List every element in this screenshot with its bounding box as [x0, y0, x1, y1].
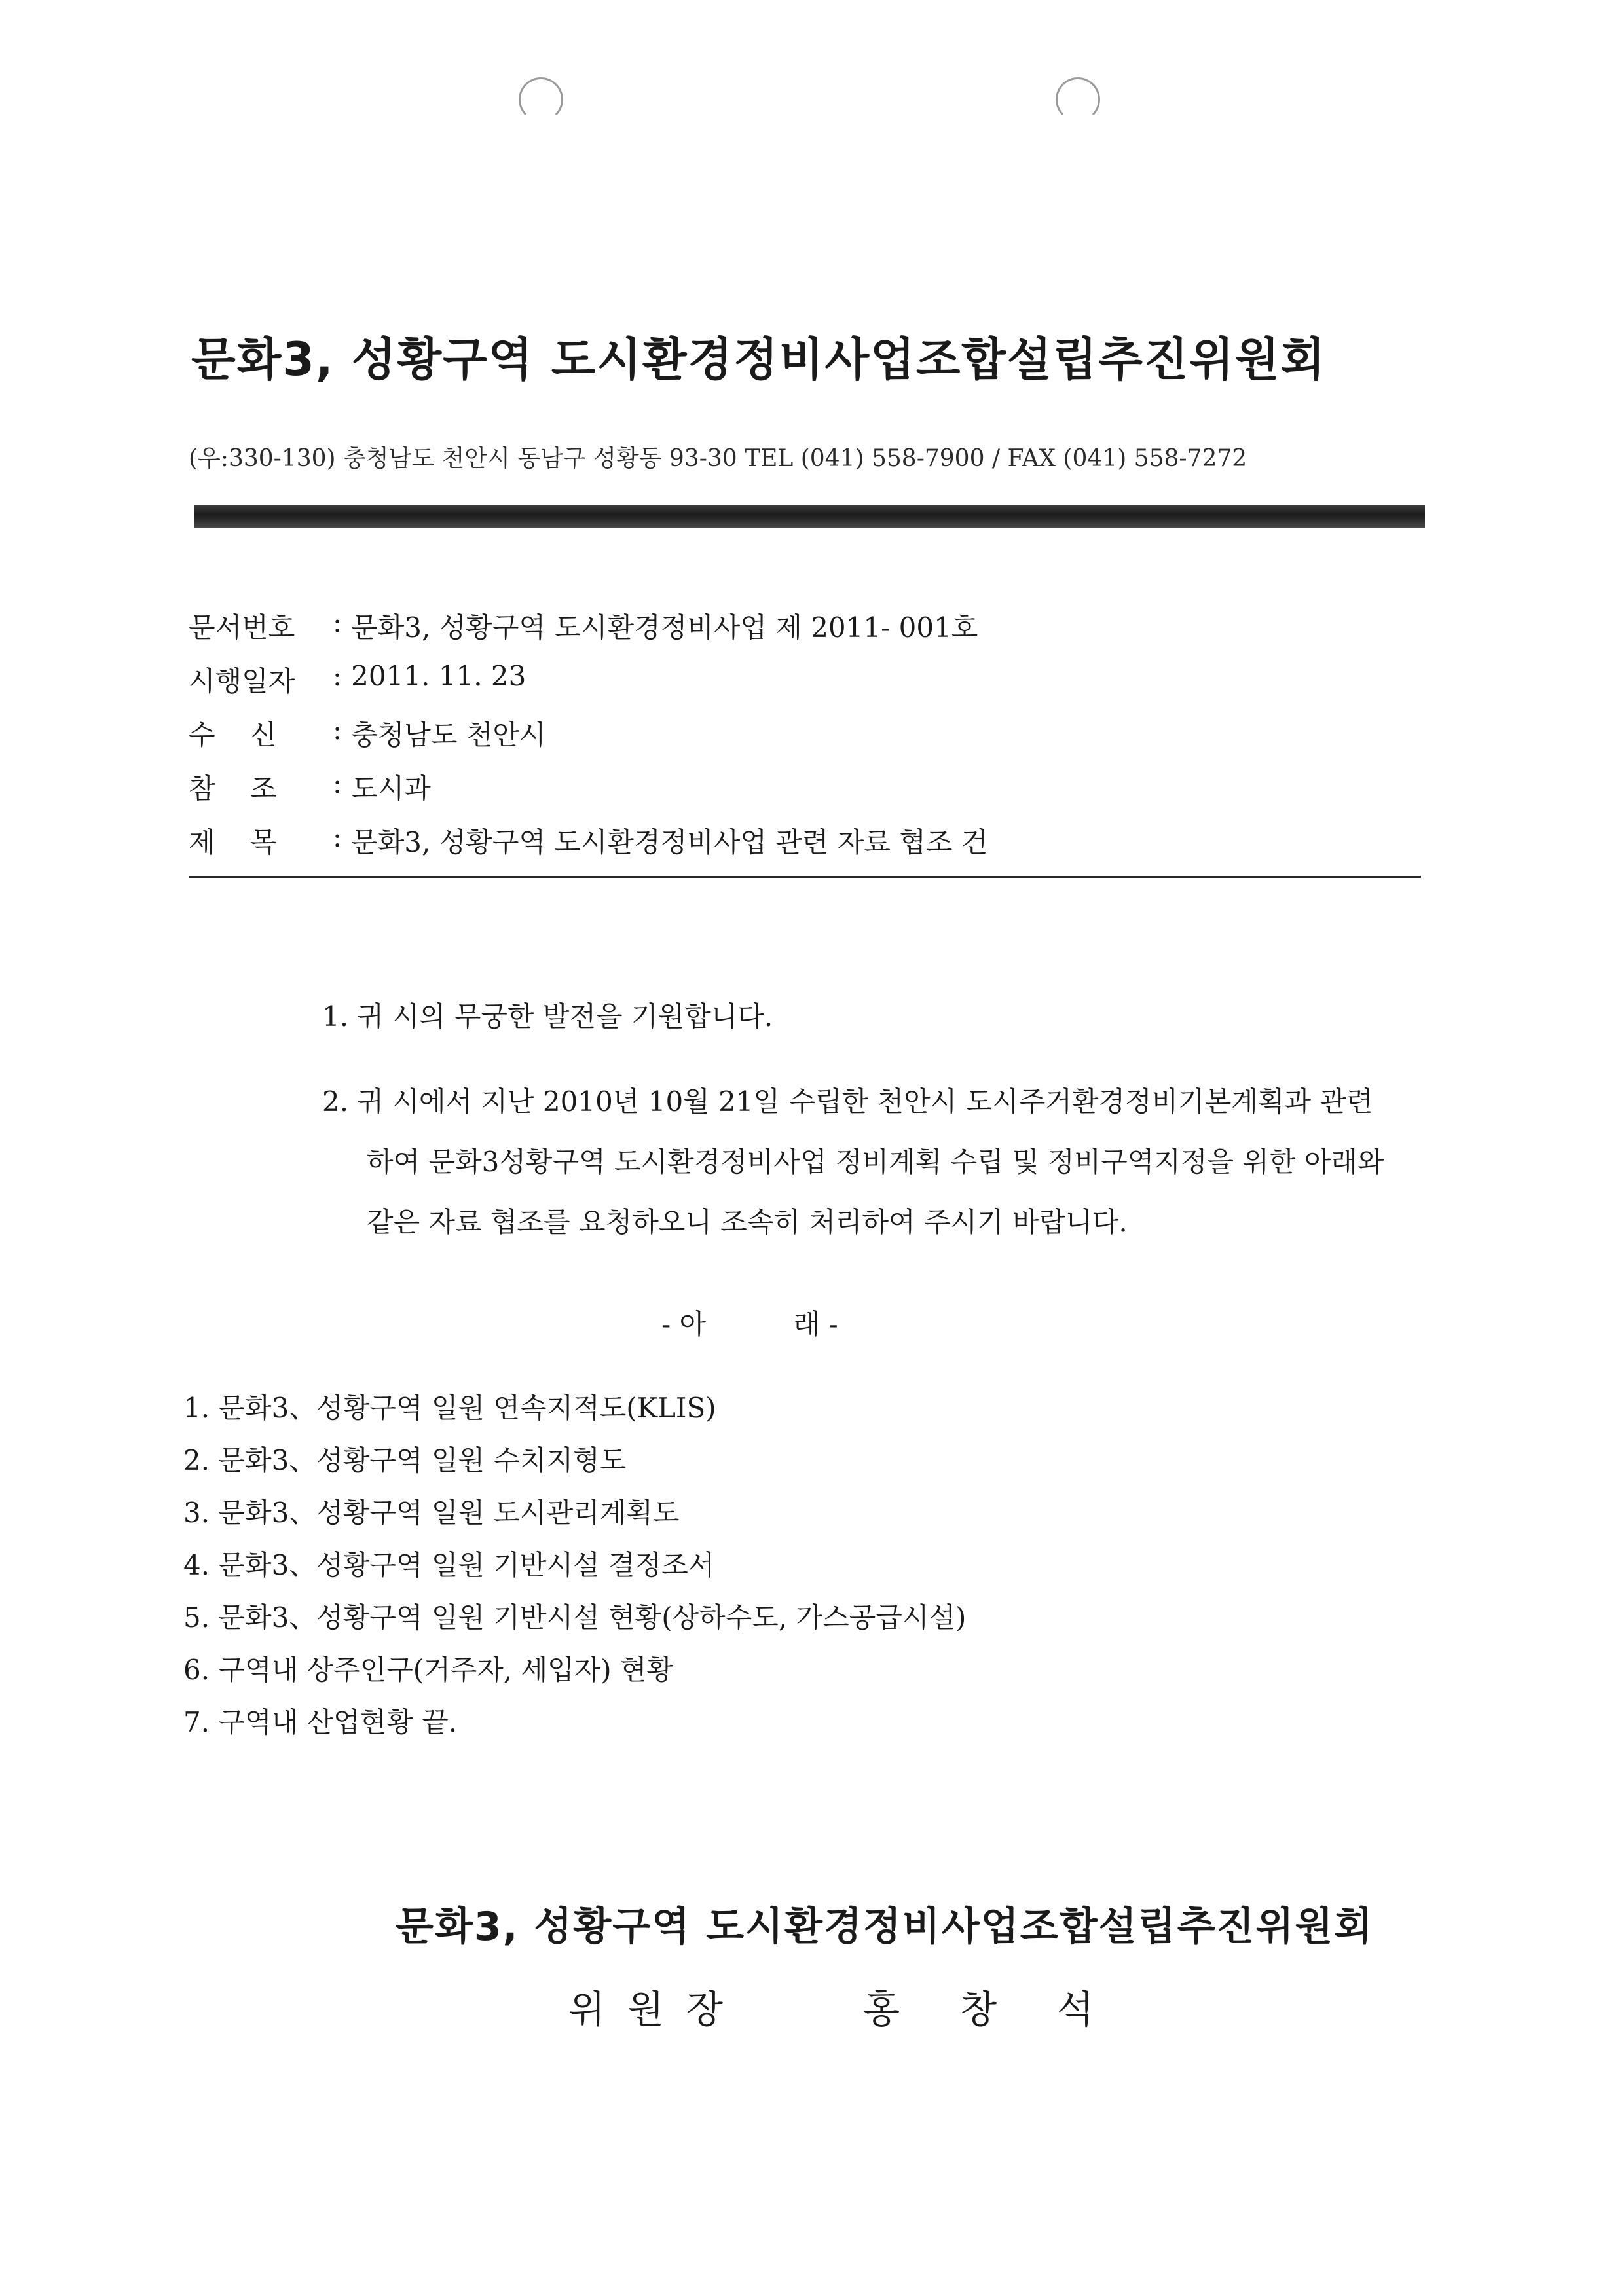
letterhead-address: (우:330-130) 충청남도 천안시 동남구 성황동 93-30 TEL (041) 558-7900 / FAX (041) 558-7272 — [189, 445, 1247, 472]
meta-divider — [189, 876, 1421, 878]
footer-organization: 문화3, 성황구역 도시환경정비사업조합설립추진위원회 — [396, 1904, 1374, 1950]
meta-subject-label: 제 목 — [189, 826, 277, 858]
meta-date-label: 시행일자 — [189, 665, 295, 697]
body-paragraph-2-line-3: 같은 자료 협조를 요청하오니 조속히 처리하여 주시기 바랍니다. — [367, 1206, 1128, 1238]
meta-recipient — [189, 714, 546, 753]
signer-name: 홍창석 — [863, 1987, 1154, 2032]
meta-doc-number-value: 문화3, 성황구역 도시환경정비사업 제 2011- 001호 — [351, 611, 978, 644]
meta-doc-number — [189, 606, 978, 646]
meta-separator: : — [333, 767, 342, 799]
body-paragraph-2-line-2: 하여 문화3성황구역 도시환경정비사업 정비계획 수립 및 정비구역지정을 위한 아래와 — [367, 1146, 1384, 1178]
meta-separator: : — [333, 714, 342, 746]
meta-date — [189, 660, 526, 699]
meta-reference — [189, 767, 431, 807]
meta-separator: : — [333, 606, 342, 638]
meta-date-value: 2011. 11. 23 — [351, 660, 526, 692]
signer-title: 위원장 — [568, 1987, 746, 2032]
meta-doc-number-label: 문서번호 — [189, 611, 295, 644]
list-item: 5. 문화3、성황구역 일원 기반시설 현황(상하수도, 가스공급시설) — [183, 1601, 967, 1633]
letterhead-title: 문화3, 성황구역 도시환경정비사업조합설립추진위원회 — [191, 333, 1327, 386]
punch-hole-left — [519, 77, 563, 122]
list-item: 3. 문화3、성황구역 일원 도시관리계획도 — [183, 1497, 680, 1529]
notice-heading: - 아 래 - — [661, 1308, 838, 1340]
meta-reference-label: 참 조 — [189, 773, 277, 805]
letterhead-divider — [194, 505, 1425, 528]
list-item: 2. 문화3、성황구역 일원 수치지형도 — [183, 1444, 627, 1476]
meta-separator: : — [333, 821, 342, 853]
list-item: 7. 구역내 산업현황 끝. — [183, 1706, 458, 1738]
list-item: 6. 구역내 상주인구(거주자, 세입자) 현황 — [183, 1654, 674, 1686]
body-paragraph-1: 1. 귀 시의 무궁한 발전을 기원합니다. — [322, 1000, 773, 1032]
punch-hole-right — [1056, 77, 1100, 122]
list-item: 1. 문화3、성황구역 일원 연속지적도(KLIS) — [183, 1392, 716, 1424]
meta-recipient-label: 수 신 — [189, 719, 277, 751]
body-paragraph-2-line-1: 2. 귀 시에서 지난 2010년 10월 21일 수립한 천안시 도시주거환경정비기본계획과 관련 — [322, 1085, 1373, 1118]
list-item: 4. 문화3、성황구역 일원 기반시설 결정조서 — [183, 1549, 715, 1581]
meta-recipient-value: 충청남도 천안시 — [351, 719, 546, 751]
meta-subject-value: 문화3, 성황구역 도시환경정비사업 관련 자료 협조 건 — [351, 826, 988, 858]
signature-block — [568, 1978, 1154, 2033]
meta-reference-value: 도시과 — [351, 773, 431, 805]
meta-separator: : — [333, 660, 342, 692]
meta-subject — [189, 821, 987, 860]
